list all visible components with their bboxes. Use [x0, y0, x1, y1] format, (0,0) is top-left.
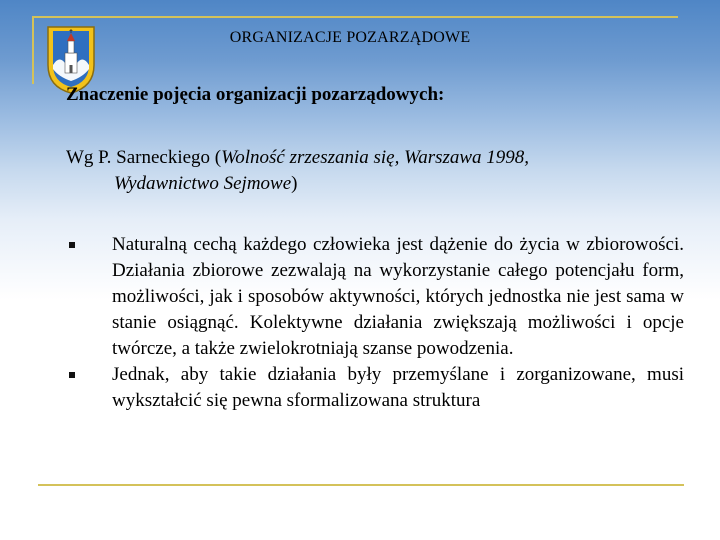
frame-line-top — [32, 16, 678, 18]
source-citation — [66, 145, 686, 197]
source-prefix: Wg P. Sarneckiego ( — [66, 147, 222, 168]
bullet-list — [66, 232, 684, 414]
bullet-text: Jednak, aby takie działania były przemyślane i zorganizowane, musi wykształcić się pewna sformalizowana struktura — [112, 364, 684, 411]
square-bullet-icon — [69, 242, 75, 248]
source-publisher: Wydawnictwo Sejmowe — [114, 173, 292, 194]
slide-header: ORGANIZACJE POZARZĄDOWE — [229, 29, 471, 46]
source-title: Wolność zrzeszania się, Warszawa 1998, — [221, 147, 530, 168]
frame-line-left — [32, 16, 34, 84]
list-item — [66, 232, 684, 362]
square-bullet-icon — [69, 372, 75, 378]
source-suffix: ) — [291, 173, 298, 194]
bullet-text: Naturalną cechą każdego człowieka jest dążenie do życia w zbiorowości. Działania zbiorowe zezwalają na wykorzystanie całego potencjału form, możliwości, jak i sposobów aktywności, których jednostka nie jest sama w stanie osiągnąć. Kolektywne działania zwiększają możliwości i opcje twórcze, a także zwielokrotniają szanse powodzenia. — [112, 234, 684, 359]
frame-line-bottom — [38, 484, 684, 486]
slide-heading: Znaczenie pojęcia organizacji pozarządowych: — [66, 84, 445, 105]
list-item — [66, 362, 684, 414]
